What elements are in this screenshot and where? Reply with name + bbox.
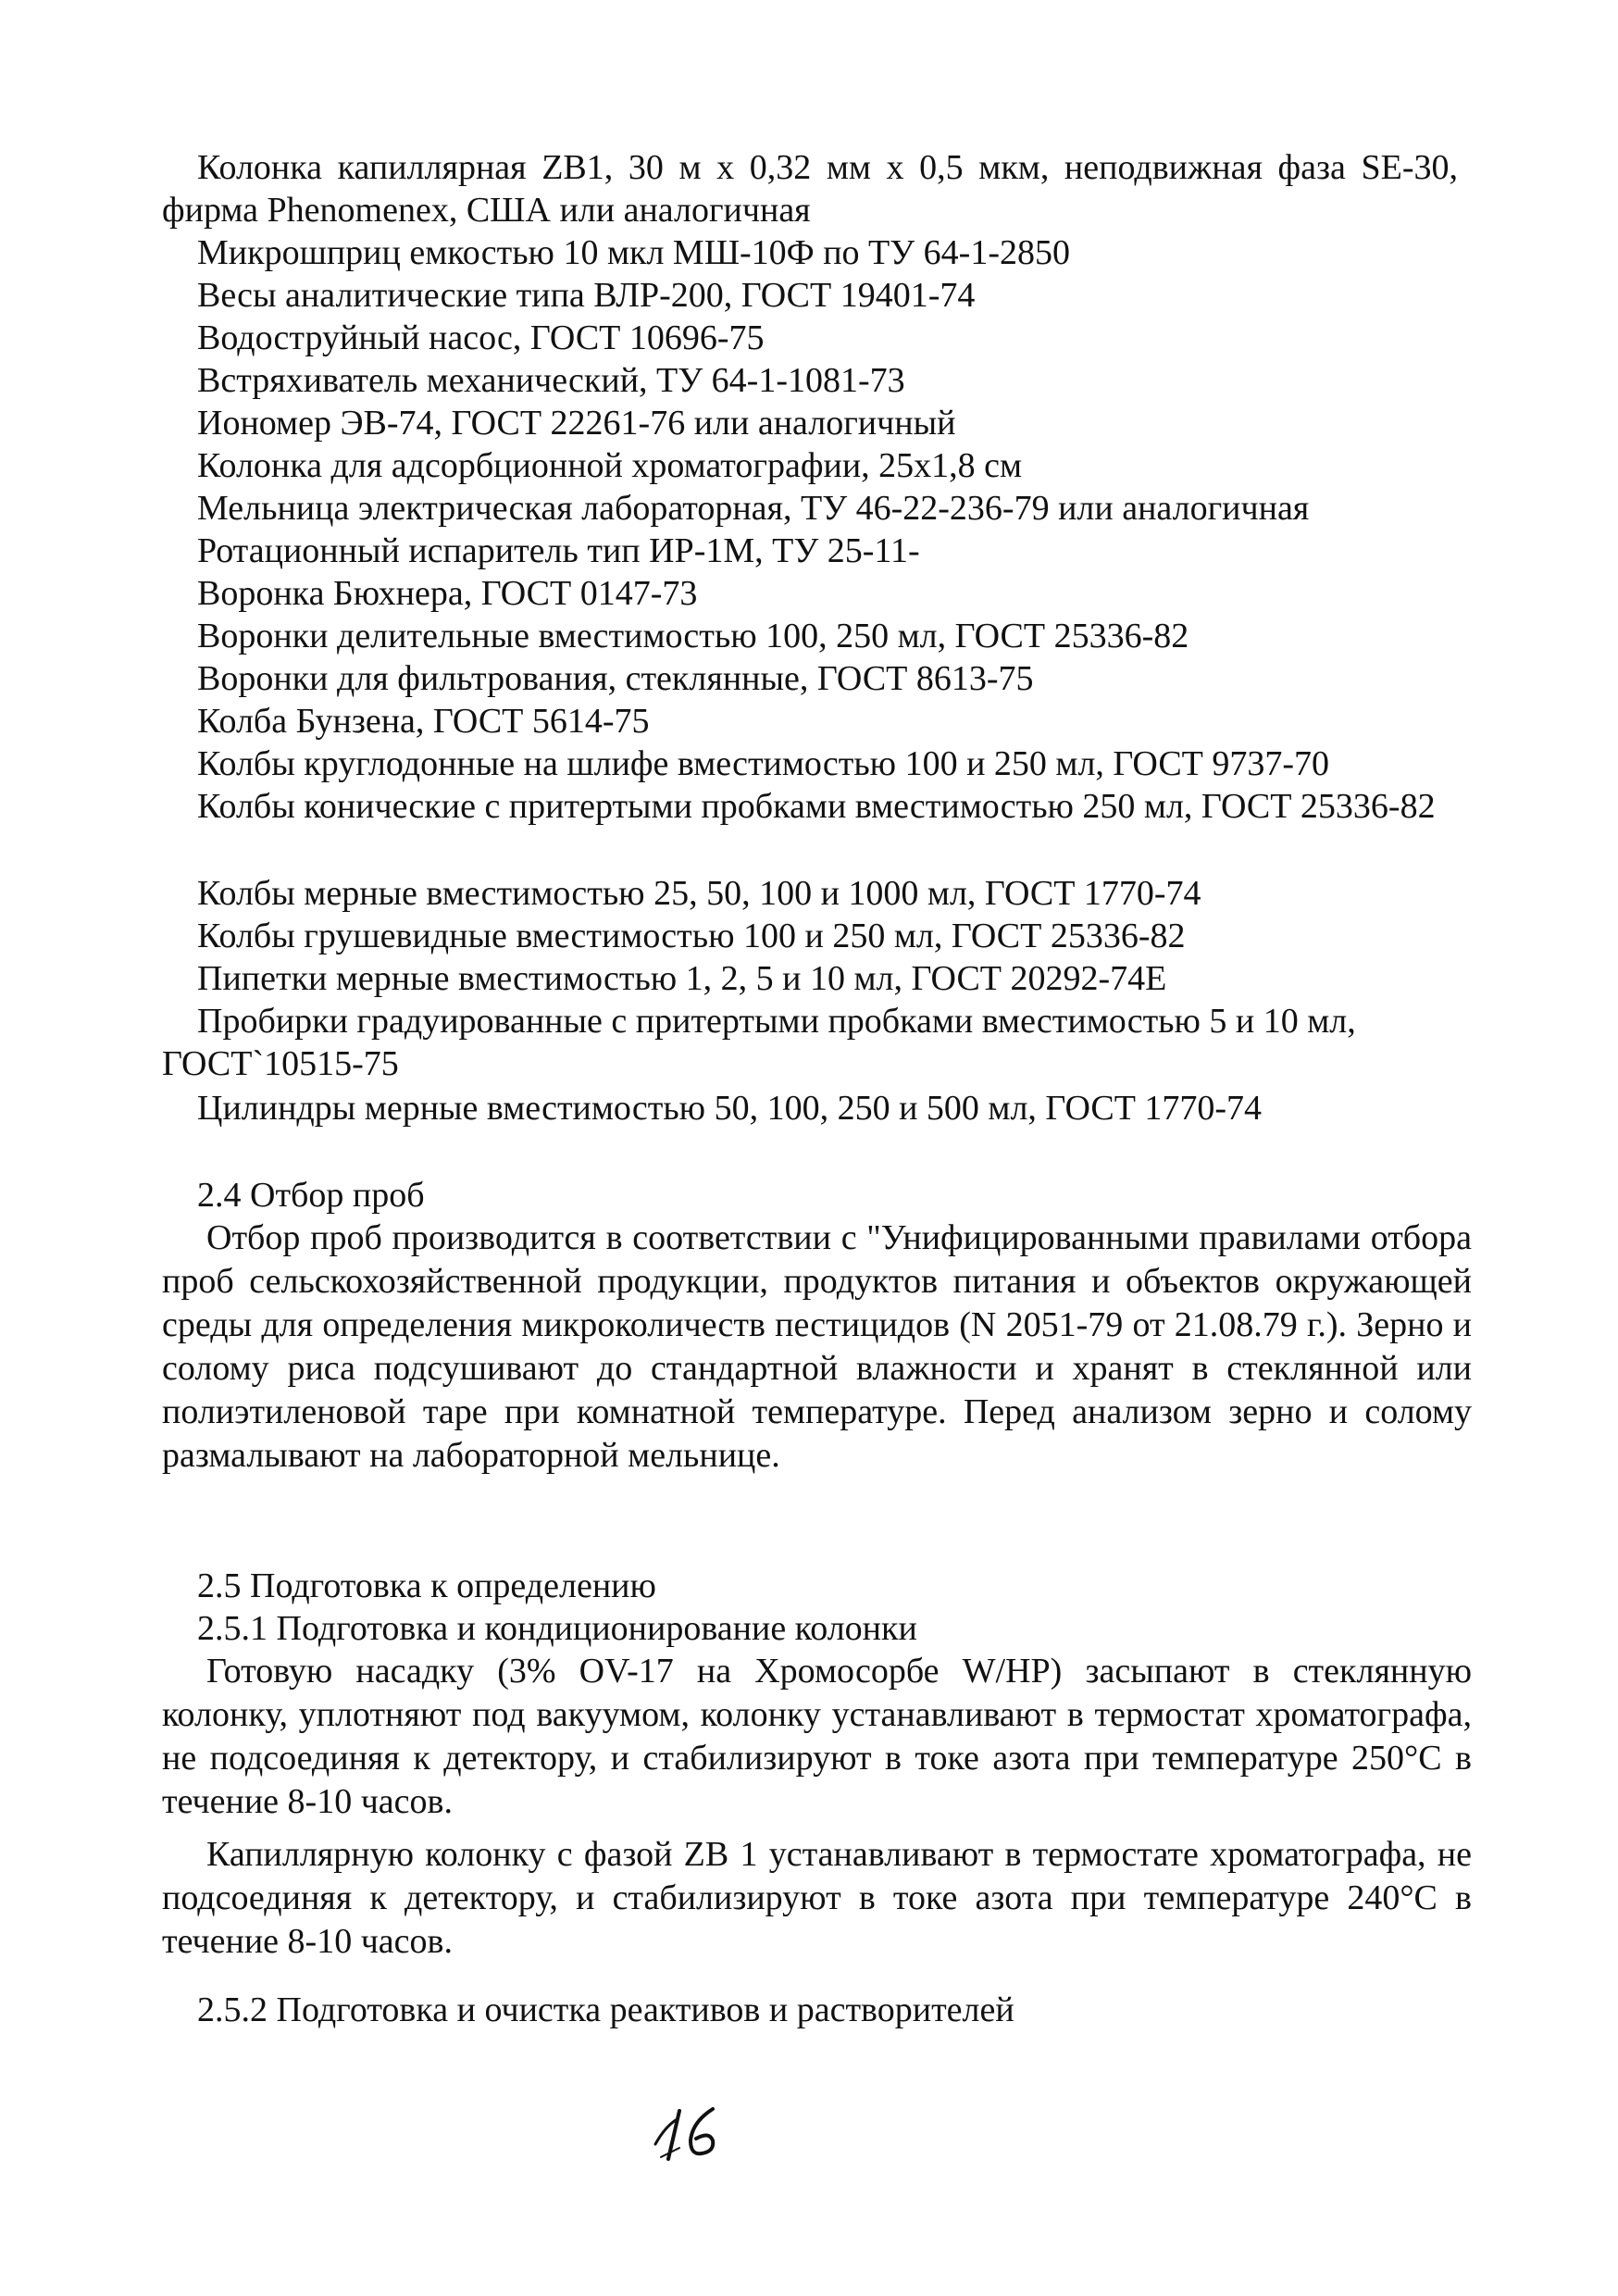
subsection-heading-2-5-1: 2.5.1 Подготовка и кондиционирование колонки <box>197 1609 917 1648</box>
equipment-item: Весы аналитические типа ВЛР-200, ГОСТ 19401-74 <box>197 276 976 315</box>
equipment-item: Встряхиватель механический, ТУ 64-1-1081-73 <box>197 361 905 400</box>
equipment-item: Воронки делительные вместимостью 100, 250 мл, ГОСТ 25336-82 <box>197 617 1189 655</box>
equipment-item: Водоструйный насос, ГОСТ 10696-75 <box>197 318 765 357</box>
equipment-item: Колбы конические с притертыми пробками вместимостью 250 мл, ГОСТ 25336-82 <box>197 787 1436 826</box>
equipment-item: Цилиндры мерные вместимостью 50, 100, 250 и 500 мл, ГОСТ 1770-74 <box>197 1089 1263 1128</box>
equipment-item: Пипетки мерные вместимостью 1, 2, 5 и 10 мл, ГОСТ 20292-74Е <box>197 959 1167 998</box>
page-number <box>648 2100 759 2165</box>
section-2-4-paragraph: Отбор проб производится в соответствии с "Унифицированными правилами отбора проб сельскохозяйственной продукции, продуктов питания и объектов окружающей среды для определения микроколичеств пестицидов (N 2051-79 от 21.08.79 г.). Зерно и солому риса подсушивают до стандартной влажности и хранят в стеклянной или полиэтиленовой таре при комнатной температуре. Перед анализом зерно и солому размалывают на лабораторной мельнице. <box>162 1218 1472 1475</box>
equipment-item: Колба Бунзена, ГОСТ 5614-75 <box>197 702 650 741</box>
equipment-item: Колбы круглодонные на шлифе вместимостью 100 и 250 мл, ГОСТ 9737-70 <box>197 744 1330 783</box>
equipment-item: Воронки для фильтрования, стеклянные, ГОСТ 8613-75 <box>197 659 1034 698</box>
subsection-heading-2-5-2: 2.5.2 Подготовка и очистка реактивов и растворителей <box>197 1990 1014 2029</box>
equipment-item: Пробирки градуированные с притертыми пробками вместимостью 5 и 10 мл, ГОСТ`10515-75 <box>162 1002 1356 1083</box>
section-heading-2-5: 2.5 Подготовка к определению <box>197 1566 656 1605</box>
equipment-item: Воронка Бюхнера, ГОСТ 0147-73 <box>197 574 698 613</box>
equipment-item: Иономер ЭВ-74, ГОСТ 22261-76 или аналогичный <box>197 404 956 443</box>
equipment-item: Микрошприц емкостью 10 мкл МШ-10Ф по ТУ 64-1-2850 <box>197 233 1070 272</box>
section-heading-2-4: 2.4 Отбор проб <box>197 1176 425 1215</box>
equipment-item: Колонка капиллярная ZB1, 30 м х 0,32 мм х 0,5 мкм, неподвижная фаза SE-30, фирма Phenomenex, США или аналогичная <box>162 148 1458 230</box>
equipment-item: Ротационный испаритель тип ИР-1М, ТУ 25-11- <box>197 531 920 570</box>
section-2-5-1-paragraph-2: Капиллярную колонку с фазой ZB 1 устанавливают в термостате хроматографа, не подсоединяя к детектору, и стабилизируют в токе азота при температуре 240°С в течение 8-10 часов. <box>162 1835 1472 1961</box>
equipment-item: Колбы грушевидные вместимостью 100 и 250 мл, ГОСТ 25336-82 <box>197 917 1186 955</box>
handwritten-page-number-icon <box>648 2100 759 2165</box>
equipment-item: Колонка для адсорбционной хроматографии, 25х1,8 см <box>197 446 1023 485</box>
section-2-5-1-paragraph-1: Готовую насадку (3% OV-17 на Хромосорбе W/HP) засыпают в стеклянную колонку, уплотняют под вакуумом, колонку устанавливают в термостат хроматографа, не подсоединяя к детектору, и стабилизируют в токе азота при температуре 250°С в течение 8-10 часов. <box>162 1652 1472 1821</box>
equipment-item: Колбы мерные вместимостью 25, 50, 100 и 1000 мл, ГОСТ 1770-74 <box>197 874 1201 913</box>
equipment-item: Мельница электрическая лабораторная, ТУ 46-22-236-79 или аналогичная <box>197 489 1310 528</box>
